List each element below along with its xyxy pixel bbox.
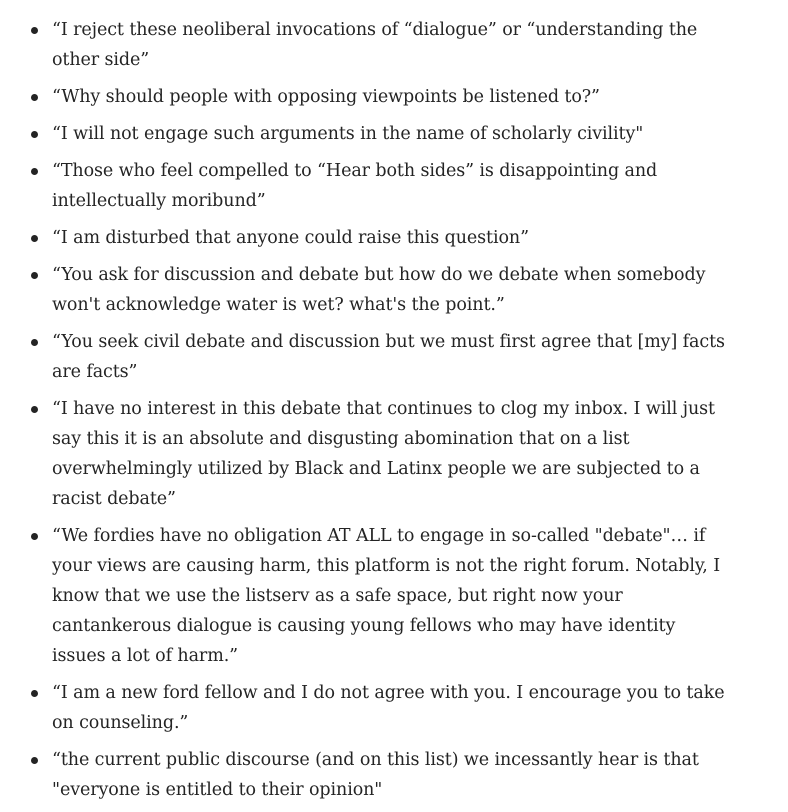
bullet-icon <box>31 406 38 413</box>
bullet-icon <box>31 272 38 279</box>
bullet-icon <box>31 533 38 540</box>
list-item <box>0 82 788 112</box>
quote-text: “We fordies have no obligation AT ALL to engage in so-called "debate"… if your views are causing harm, this platform is not the right forum. Notably, I know that we use the listserv as a safe space, but right now your cantankerous dialogue is causing young fellows who may have identity issues a lot of harm.” <box>52 526 721 666</box>
quote-list <box>0 15 788 812</box>
list-item <box>0 394 788 514</box>
quote-text: “You ask for discussion and debate but how do we debate when somebody won't acknowledge water is wet? what's the point.” <box>52 265 706 315</box>
list-item <box>0 327 788 387</box>
bullet-icon <box>31 339 38 346</box>
list-item <box>0 521 788 671</box>
quote-text: “I will not engage such arguments in the name of scholarly civility" <box>52 124 644 144</box>
bullet-icon <box>31 168 38 175</box>
list-item <box>0 678 788 738</box>
list-item <box>0 745 788 805</box>
list-item <box>0 15 788 75</box>
bullet-icon <box>31 27 38 34</box>
bullet-icon <box>31 131 38 138</box>
quote-text: “I am a new ford fellow and I do not agree with you. I encourage you to take on counseling.” <box>52 683 725 733</box>
quote-text: “You seek civil debate and discussion but we must first agree that [my] facts are facts” <box>52 332 725 382</box>
quote-text: “Why should people with opposing viewpoints be listened to?” <box>52 87 600 107</box>
bullet-icon <box>31 94 38 101</box>
list-item <box>0 260 788 320</box>
quote-text: “I have no interest in this debate that continues to clog my inbox. I will just say this it is an absolute and disgusting abomination that on a list overwhelmingly utilized by Black and Latinx people we are subjected to a racist debate” <box>52 399 715 509</box>
bullet-icon <box>31 235 38 242</box>
bullet-icon <box>31 690 38 697</box>
quote-text: “I am disturbed that anyone could raise this question” <box>52 228 529 248</box>
list-item <box>0 156 788 216</box>
list-item <box>0 223 788 253</box>
bullet-icon <box>31 757 38 764</box>
quote-text: “Those who feel compelled to “Hear both sides” is disappointing and intellectually moribund” <box>52 161 658 211</box>
quote-text: “the current public discourse (and on this list) we incessantly hear is that "everyone is entitled to their opinion" <box>52 750 699 800</box>
quote-text: “I reject these neoliberal invocations of “dialogue” or “understanding the other side” <box>52 20 698 70</box>
list-item <box>0 119 788 149</box>
